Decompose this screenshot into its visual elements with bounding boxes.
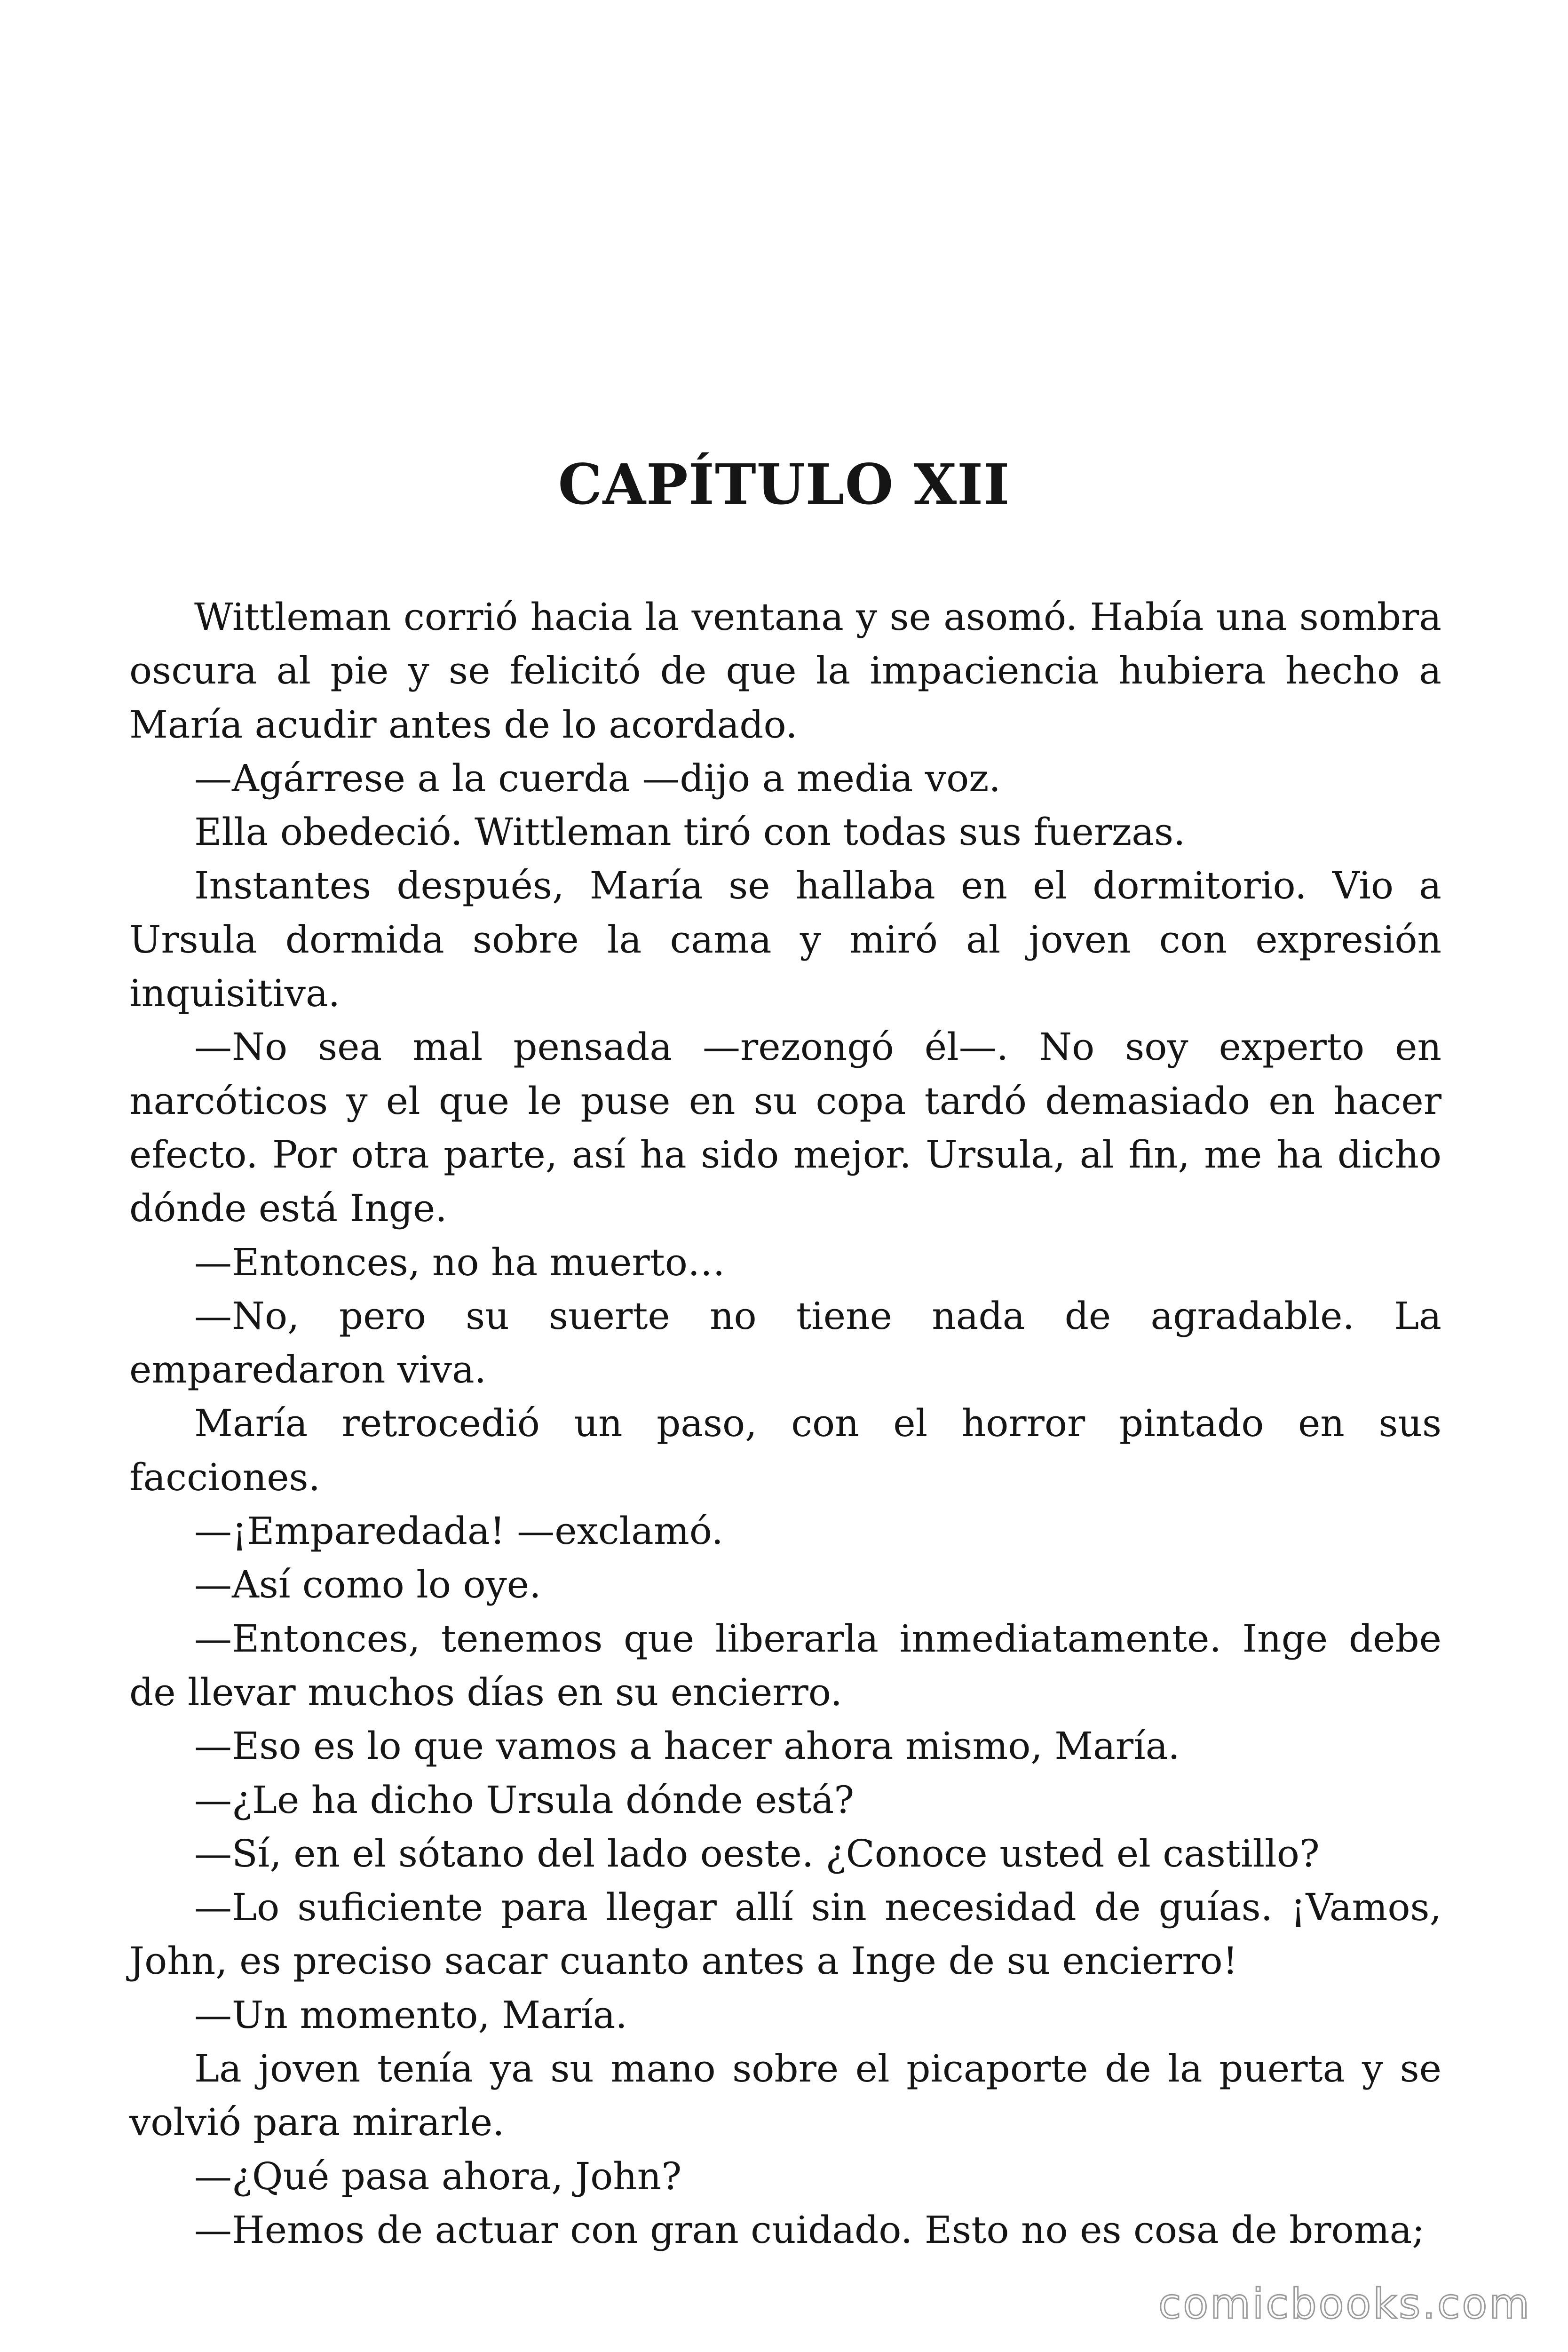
paragraph: La joven tenía ya su mano sobre el picaporte de la puerta y se volvió para mirarle. <box>129 2047 1441 2145</box>
paragraph: —Hemos de actuar con gran cuidado. Esto no es cosa de broma; <box>194 2208 1425 2252</box>
paragraph: Instantes después, María se hallaba en el dormitorio. Vio a Ursula dormida sobre la cama y miró al joven con expresión inquisitiva. <box>129 864 1441 1016</box>
watermark: comicbooks.com <box>1158 2280 1531 2328</box>
paragraph: —No, pero su suerte no tiene nada de agradable. La emparedaron viva. <box>129 1294 1441 1392</box>
paragraph: Wittleman corrió hacia la ventana y se asomó. Había una sombra oscura al pie y se felicitó de que la impaciencia hubiera hecho a María acudir antes de lo acordado. <box>129 595 1441 747</box>
paragraph: —Agárrese a la cuerda —dijo a media voz. <box>194 756 1001 800</box>
paragraph: —¿Le ha dicho Ursula dónde está? <box>194 1778 855 1822</box>
paragraph: —Entonces, tenemos que liberarla inmediatamente. Inge debe de llevar muchos días en su encierro. <box>129 1616 1441 1714</box>
paragraph: —Entonces, no ha muerto… <box>194 1240 725 1284</box>
paragraph: Ella obedeció. Wittleman tiró con todas sus fuerzas. <box>194 810 1186 854</box>
paragraph: —No sea mal pensada —rezongó él—. No soy experto en narcóticos y el que le puse en su copa tardó demasiado en hacer efecto. Por otra parte, así ha sido mejor. Ursula, al fin, me ha dicho dónde está Inge. <box>129 1025 1441 1231</box>
paragraph: —Eso es lo que vamos a hacer ahora mismo, María. <box>194 1724 1180 1768</box>
paragraph: —Sí, en el sótano del lado oeste. ¿Conoce usted el castillo? <box>194 1831 1320 1875</box>
paragraph: María retrocedió un paso, con el horror pintado en sus facciones. <box>129 1401 1441 1499</box>
paragraph: —Lo suficiente para llegar allí sin necesidad de guías. ¡Vamos, John, es preciso sacar cuanto antes a Inge de su encierro! <box>129 1885 1441 1983</box>
paragraph: —¿Qué pasa ahora, John? <box>194 2154 682 2198</box>
chapter-title: CAPÍTULO XII <box>558 452 1010 517</box>
chapter-body <box>129 590 1441 2257</box>
paragraph: —Un momento, María. <box>194 1993 627 2037</box>
paragraph: —¡Emparedada! —exclamó. <box>194 1509 723 1553</box>
paragraph: —Así como lo oye. <box>194 1563 541 1607</box>
